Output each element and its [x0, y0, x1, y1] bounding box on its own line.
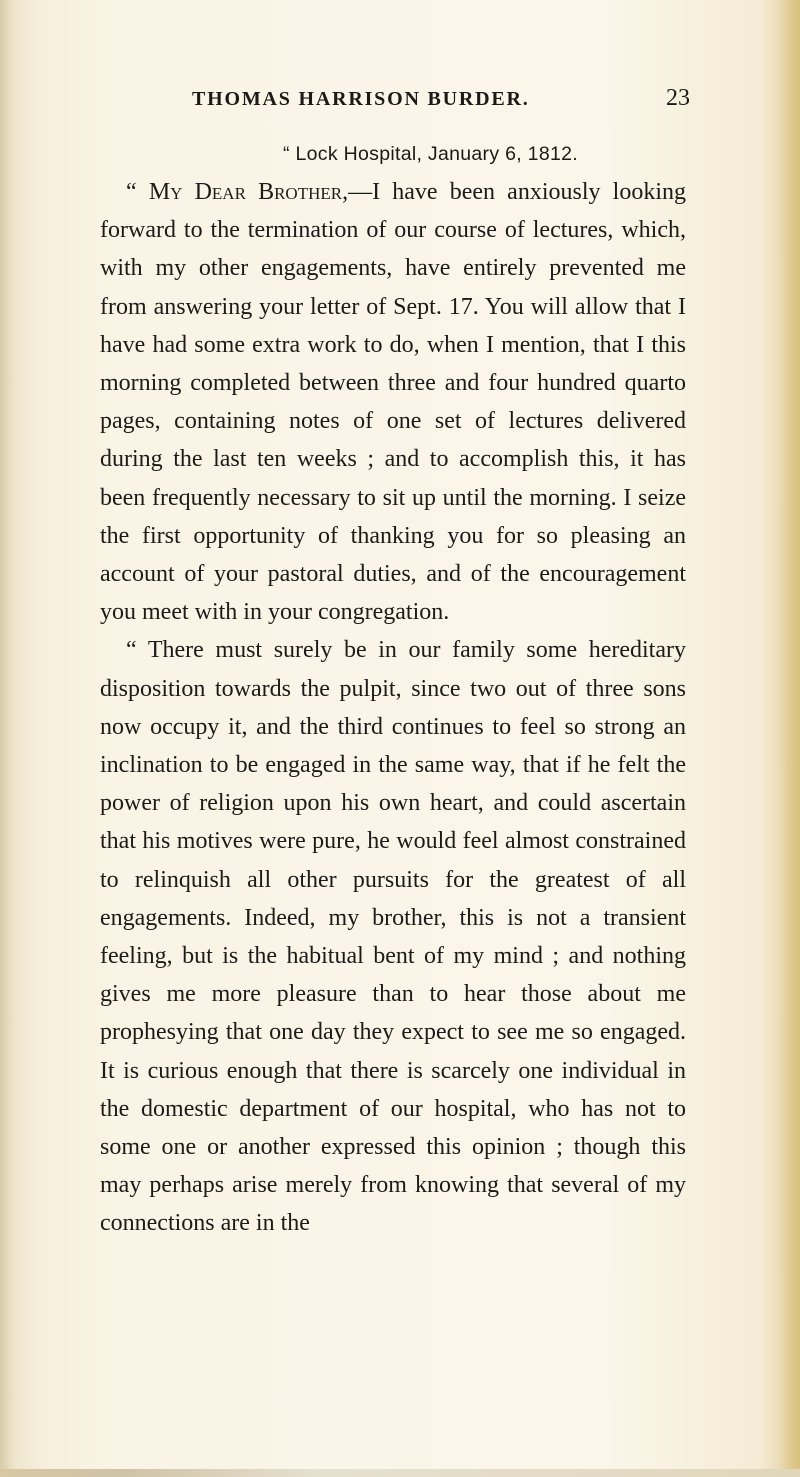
- page-bottom-edge: [0, 1469, 800, 1477]
- letter-body: [100, 173, 686, 1243]
- letter-dateline: “ Lock Hospital, January 6, 1812.: [283, 143, 578, 165]
- binding-edge: [0, 0, 14, 1477]
- running-head: [98, 85, 690, 118]
- running-title: THOMAS HARRISON BURDER.: [192, 88, 530, 110]
- salutation: My Dear Brother,: [148, 179, 349, 205]
- paragraph-2: “ There must surely be in our family some hereditary disposition towards the pulpit, since two out of three sons now occupy it, and the third continues to feel so strong an inclination to be engaged in the same way, that if he felt the power of religion upon his own heart, and could ascertain that his motives were pure, he would feel almost constrained to relinquish all other pursuits for the greatest of all engagements. Indeed, my brother, this is not a transient feeling, but is the habitual bent of my mind ; and nothing gives me more pleasure than to hear those about me prophesying that one day they expect to see me so engaged. It is curious enough that there is scarcely one individual in the domestic department of our hospital, who has not to some one or another expressed this opinion ; though this may perhaps arise merely from knowing that several of my connections are in the: [100, 637, 686, 1237]
- paragraph-1-text: —I have been anxiously looking forward to the termination of our course of lectures, which, with my other engagements, have entirely prevented me from answering your letter of Sept. 17. You will allow that I have had some extra work to do, when I mention, that I this morning completed between three and four hundred quarto pages, containing notes of one set of lectures delivered during the last ten weeks ; and to accomplish this, it has been frequently necessary to sit up until the morning. I seize the first opportunity of thanking you for so pleasing an account of your pastoral duties, and of the encouragement you meet with in your congregation.: [100, 179, 686, 626]
- page-edge-stain: [778, 0, 800, 1477]
- paragraph-1: [100, 173, 686, 631]
- salutation-open-quote: “: [126, 179, 149, 205]
- page-number: 23: [666, 85, 690, 111]
